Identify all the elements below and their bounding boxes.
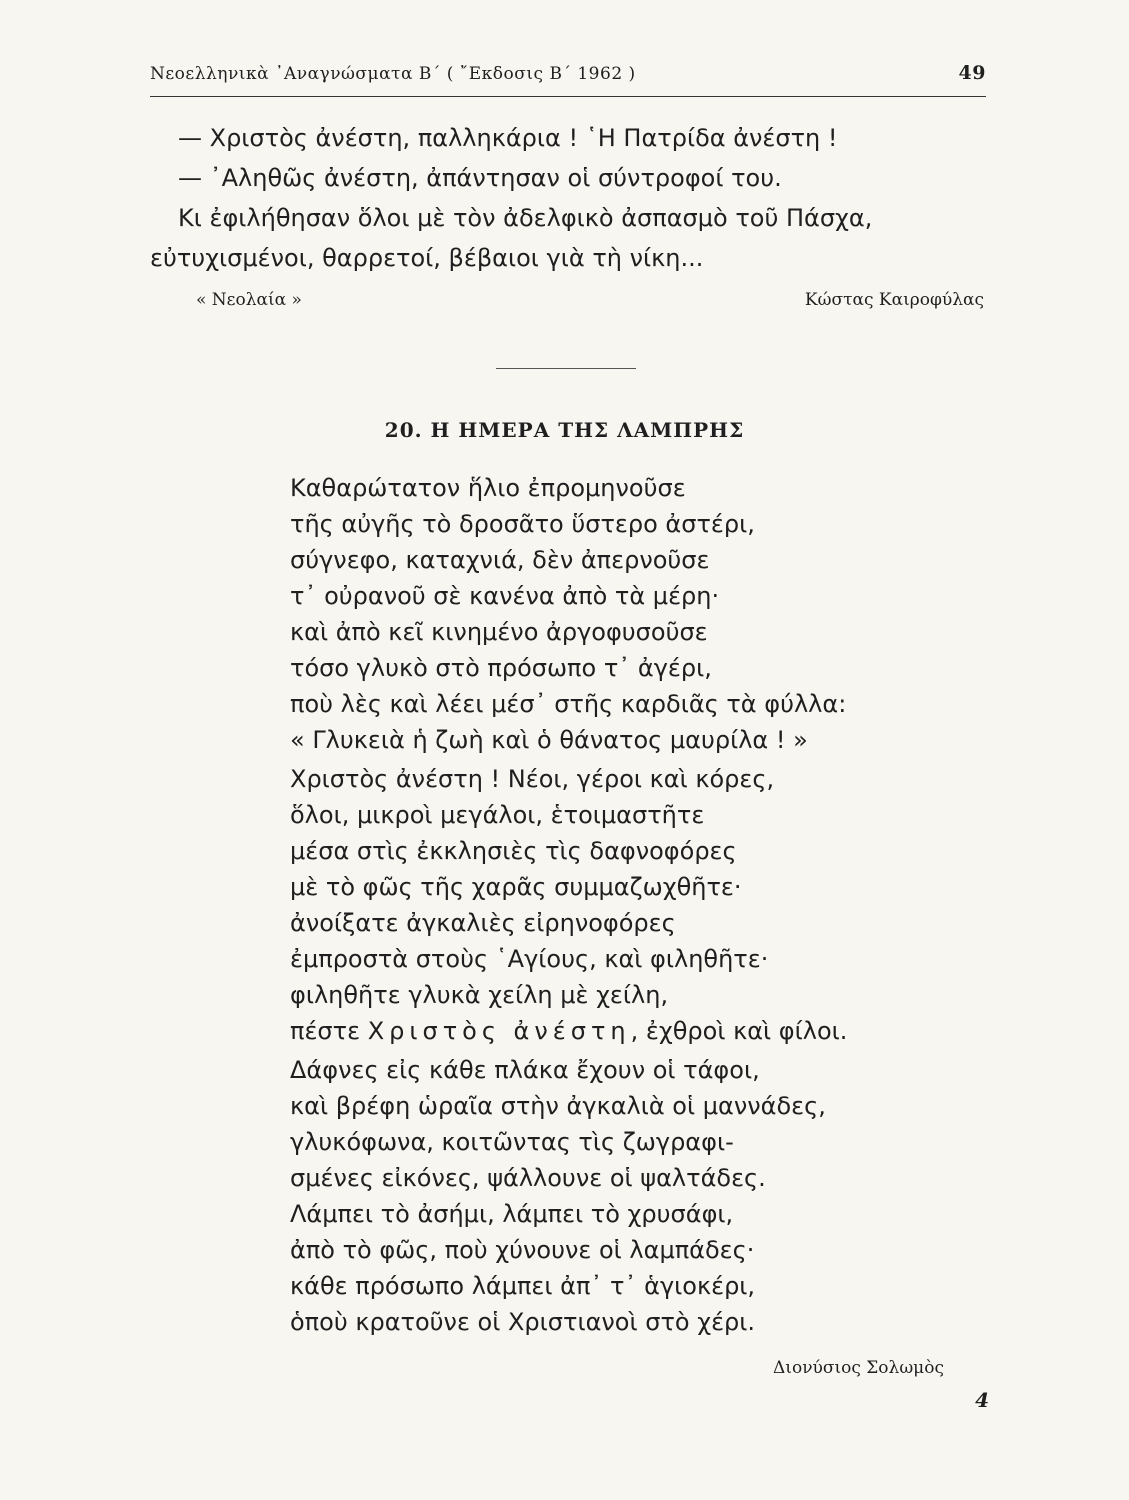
verse-line: σύγνεφο, καταχνιά, δὲν ἀπερνοῦσε <box>290 546 710 574</box>
verse-line: τόσο γλυκὸ στὸ πρόσωπο τ᾿ ἀγέρι, <box>290 654 712 682</box>
verse-prefix: πέστε <box>290 1017 368 1045</box>
prose-line: εὐτυχισμένοι, θαρρετοί, βέβαιοι γιὰ τὴ νίκη... <box>150 244 704 272</box>
verse-line: ἐμπροστὰ στοὺς ῾Αγίους, καὶ φιληθῆτε· <box>290 945 769 973</box>
prose-passage <box>150 118 986 278</box>
verse-line: Καθαρώτατον ἥλιο ἐπρομηνοῦσε <box>290 474 686 502</box>
verse-line: ἀνοίξατε ἀγκαλιὲς εἰρηνοφόρες <box>290 909 676 937</box>
section-divider <box>496 368 636 369</box>
verse-spaced-phrase: Χριστὸς ἀνέστη <box>367 1017 631 1045</box>
verse-suffix: , ἐχθροὶ καὶ φίλοι. <box>630 1017 848 1045</box>
verse-line: Χριστὸς ἀνέστη ! Νέοι, γέροι καὶ κόρες, <box>290 765 775 793</box>
verse-line: γλυκόφωνα, κοιτῶντας τὶς ζωγραφι- <box>290 1128 734 1156</box>
verse-line: μὲ τὸ φῶς τῆς χαρᾶς συμμαζωχθῆτε· <box>290 873 742 901</box>
verse-line: μέσα στὶς ἐκκλησιὲς τὶς δαφνοφόρες <box>290 837 737 865</box>
signature-number: 4 <box>975 1388 989 1412</box>
poem-title: 20. Η ΗΜΕΡΑ ΤΗΣ ΛΑΜΠΡΗΣ <box>384 418 745 442</box>
verse-line: ποὺ λὲς καὶ λέει μέσ᾿ στῆς καρδιᾶς τὰ φύλλα: <box>290 690 847 718</box>
prose-line: — Χριστὸς ἀνέστη, παλληκάρια ! ῾Η Πατρίδα ἀνέστη ! <box>178 124 838 152</box>
stanza <box>290 1052 990 1340</box>
verse-line: τῆς αὐγῆς τὸ δροσᾶτο ὕστερο ἀστέρι, <box>290 510 755 538</box>
running-header <box>150 60 986 97</box>
verse-line: καὶ βρέφη ὡραῖα στὴν ἀγκαλιὰ οἱ μαννάδες, <box>290 1092 826 1120</box>
verse-line: ἀπὸ τὸ φῶς, ποὺ χύνουνε οἱ λαμπάδες· <box>290 1236 755 1264</box>
verse-line: ὅλοι, μικροὶ μεγάλοι, ἑτοιμαστῆτε <box>290 801 705 829</box>
book-title: Νεοελληνικὰ ᾿Αναγνώσματα Β΄ ( ῎Εκδοσις Β΄ 1962 ) <box>150 64 636 84</box>
verse-line: ὁποὺ κρατοῦνε οἱ Χριστιανοὶ στὸ χέρι. <box>290 1308 756 1336</box>
verse-line: καὶ ἀπὸ κεῖ κινημένο ἀργοφυσοῦσε <box>290 618 708 646</box>
poem-body <box>290 470 990 1340</box>
verse-line <box>290 1013 990 1049</box>
stanza <box>290 470 990 758</box>
verse-line: « Γλυκειὰ ἡ ζωὴ καὶ ὁ θάνατος μαυρίλα ! » <box>290 726 808 754</box>
verse-line: Λάμπει τὸ ἀσήμι, λάμπει τὸ χρυσάφι, <box>290 1200 734 1228</box>
prose-source: « Νεολαία » <box>196 290 302 310</box>
prose-line: Κι ἐφιλήθησαν ὅλοι μὲ τὸν ἀδελφικὸ ἀσπασμὸ τοῦ Πάσχα, <box>178 204 873 232</box>
prose-author: Κώστας Καιροφύλας <box>804 290 984 310</box>
page-number: 49 <box>958 62 986 84</box>
verse-line: φιληθῆτε γλυκὰ χείλη μὲ χείλη, <box>290 981 669 1009</box>
verse-line: Δάφνες εἰς κάθε πλάκα ἔχουν οἱ τάφοι, <box>290 1056 760 1084</box>
verse-line: σμένες εἰκόνες, ψάλλουνε οἱ ψαλτάδες. <box>290 1164 766 1192</box>
poem-author: Διονύσιος Σολωμὸς <box>773 1358 944 1378</box>
verse-line: τ᾿ οὐρανοῦ σὲ κανένα ἀπὸ τὰ μέρη· <box>290 582 720 610</box>
prose-line: — ᾿Αληθῶς ἀνέστη, ἀπάντησαν οἱ σύντροφοί του. <box>178 164 782 192</box>
verse-line: κάθε πρόσωπο λάμπει ἀπ᾿ τ᾿ ἁγιοκέρι, <box>290 1272 756 1300</box>
stanza <box>290 761 990 1049</box>
